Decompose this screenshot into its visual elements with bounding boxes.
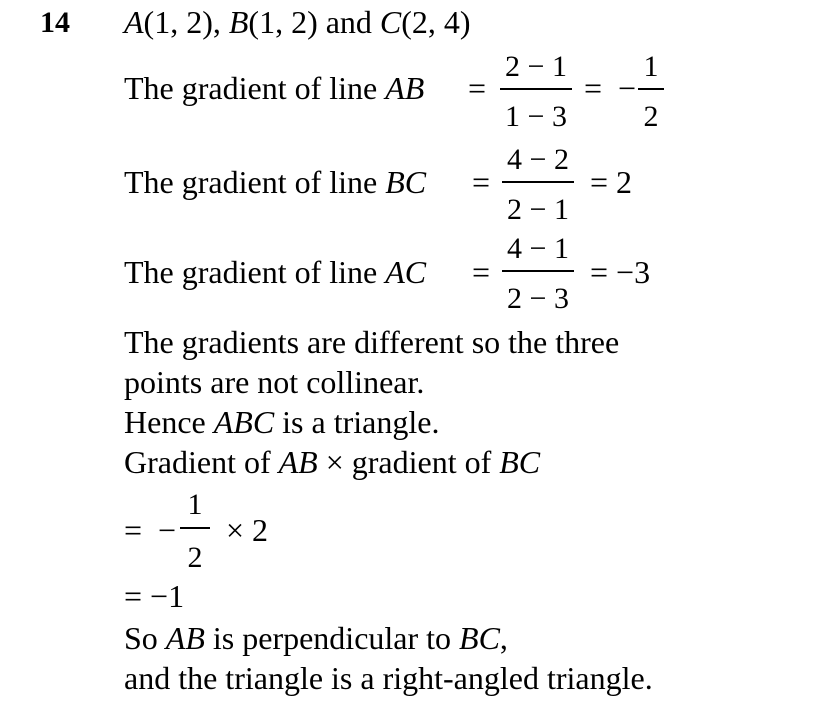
gradient-ab-equals-2: = [584,70,603,106]
points-line [124,6,471,38]
gradient-ab-fraction-bar [500,88,572,90]
gradient-ac-equals: = [472,254,491,290]
product-numerator: 1 [187,488,203,521]
conclusion-line-4-bc: BC [499,444,541,480]
gradient-ab-equals: = [468,70,487,106]
final-line-1-prefix: So [124,620,166,656]
point-a-label: A [124,4,144,40]
conclusion-line-3 [124,406,439,438]
gradient-ac-numerator: 4 − 1 [507,232,569,265]
final-line-1-ab: AB [165,620,205,656]
gradient-bc-line: BC [385,164,427,200]
product-result: = −1 [124,578,185,614]
conclusion-line-1: The gradients are different so the three [124,324,620,360]
gradient-ac-result: = −3 [590,254,651,290]
gradient-ac-fraction-bar [502,270,574,272]
gradient-ab-denominator: 1 − 3 [505,100,567,133]
conclusion-line-4-ab: AB [278,444,318,480]
gradient-bc-prefix: The gradient of line [124,164,386,200]
conclusion-line-3-suffix: is a triangle. [274,404,440,440]
point-b-coord: (1, 2) and [248,4,380,40]
conclusion-line-4-mid: × gradient of [317,444,500,480]
gradient-bc-fraction-bar [502,181,574,183]
gradient-bc-denominator: 2 − 1 [507,193,569,226]
final-line-1-bc: BC [459,620,500,656]
gradient-ac-denominator: 2 − 3 [507,282,569,315]
conclusion-line-3-prefix: Hence [124,404,214,440]
final-line-1-mid: is perpendicular to [204,620,460,656]
gradient-ab-result-den: 2 [643,100,659,133]
product-minus: − [158,512,177,548]
gradient-ab-label [124,72,424,104]
gradient-ab-result-num: 1 [643,50,659,83]
gradient-ac-label [124,256,426,288]
conclusion-line-4 [124,446,540,478]
gradient-ab-line: AB [385,70,425,106]
final-line-2: and the triangle is a right-angled triangle. [124,660,653,696]
conclusion-line-3-abc: ABC [213,404,275,440]
point-c-coord: (2, 4) [401,4,471,40]
final-line-1-suffix: , [499,620,508,656]
product-equals: = [124,512,143,548]
point-a-coord: (1, 2), [143,4,229,40]
product-denominator: 2 [187,541,203,574]
gradient-bc-label [124,166,426,198]
gradient-bc-numerator: 4 − 2 [507,143,569,176]
conclusion-line-2: points are not collinear. [124,364,425,400]
question-number: 14 [40,6,70,39]
gradient-ab-minus: − [618,70,637,106]
gradient-bc-equals: = [472,164,491,200]
point-b-label: B [228,4,249,40]
product-fraction-bar [180,527,210,529]
gradient-ab-numerator: 2 − 1 [505,50,567,83]
final-line-1 [124,622,508,654]
gradient-ab-prefix: The gradient of line [124,70,386,106]
gradient-ac-line: AC [385,254,427,290]
gradient-ab-result-bar [638,88,664,90]
product-times: × 2 [226,512,269,548]
point-c-label: C [379,4,402,40]
conclusion-line-4-prefix: Gradient of [124,444,279,480]
gradient-bc-result: = 2 [590,164,633,200]
gradient-ac-prefix: The gradient of line [124,254,386,290]
